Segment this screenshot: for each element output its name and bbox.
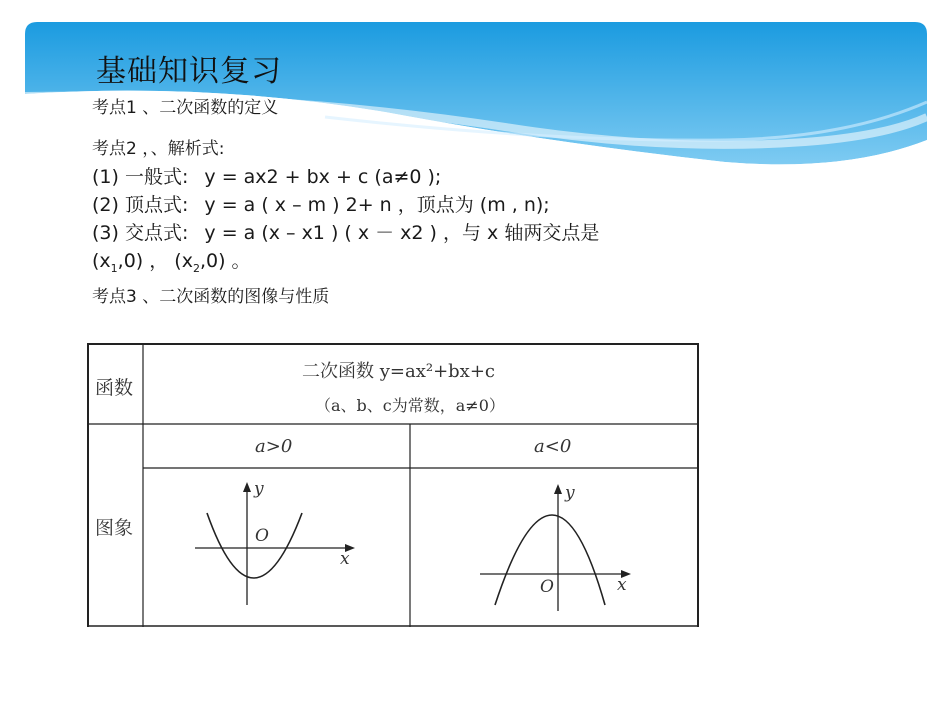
right-axis-x-label: x [617,575,627,595]
roots-line [92,249,251,281]
graph-upward-parabola [195,482,355,605]
roots-sub-1: 1 [110,261,118,275]
right-origin-label: O [540,577,554,597]
form-2-label: (2) 顶点式: [92,194,189,216]
row-graph-header: 图象 [95,517,134,539]
form-2 [92,193,550,217]
function-formula: 二次函数 y=ax²+bx+c [302,361,495,382]
function-constants: （a、b、c为常数，a≠0） [315,396,505,415]
column-a-positive: a>0 [255,436,293,457]
row-function-header: 函数 [95,377,134,399]
point-2-heading: 考点2 ，、解析式: [92,139,225,159]
form-1-label: (1) 一般式: [92,166,189,188]
form-3-expression: y = a (x – x1 ) ( x － x2 ) ，与 x 轴两交点是 [204,222,600,244]
roots-tail: ,0) 。 [199,250,251,272]
form-1-expression: y = ax2 + bx + c (a≠0 ); [204,166,442,188]
left-origin-label: O [255,526,269,546]
roots-sub-2: 2 [192,261,200,275]
quadratic-table [87,343,699,629]
column-a-negative: a<0 [534,436,572,457]
roots-mid: ,0) ， (x [117,250,193,272]
form-2-expression: y = a ( x – m ) 2+ n ，顶点为 (m , n); [204,194,550,216]
right-axis-y-label: y [565,483,575,503]
form-1 [92,165,441,189]
graph-downward-parabola [480,484,631,611]
left-axis-y-label: y [254,479,264,499]
roots-x1: x [99,250,111,272]
point-1-heading: 考点1 、二次函数的定义 [92,98,279,118]
form-3-label: (3) 交点式: [92,222,189,244]
slide-title: 基础知识复习 [96,54,282,89]
point-3-heading: 考点3 、二次函数的图像与性质 [92,287,330,307]
left-axis-x-label: x [340,549,350,569]
table-grid [87,343,699,629]
form-3 [92,221,599,245]
roots-open: ( [92,250,100,272]
